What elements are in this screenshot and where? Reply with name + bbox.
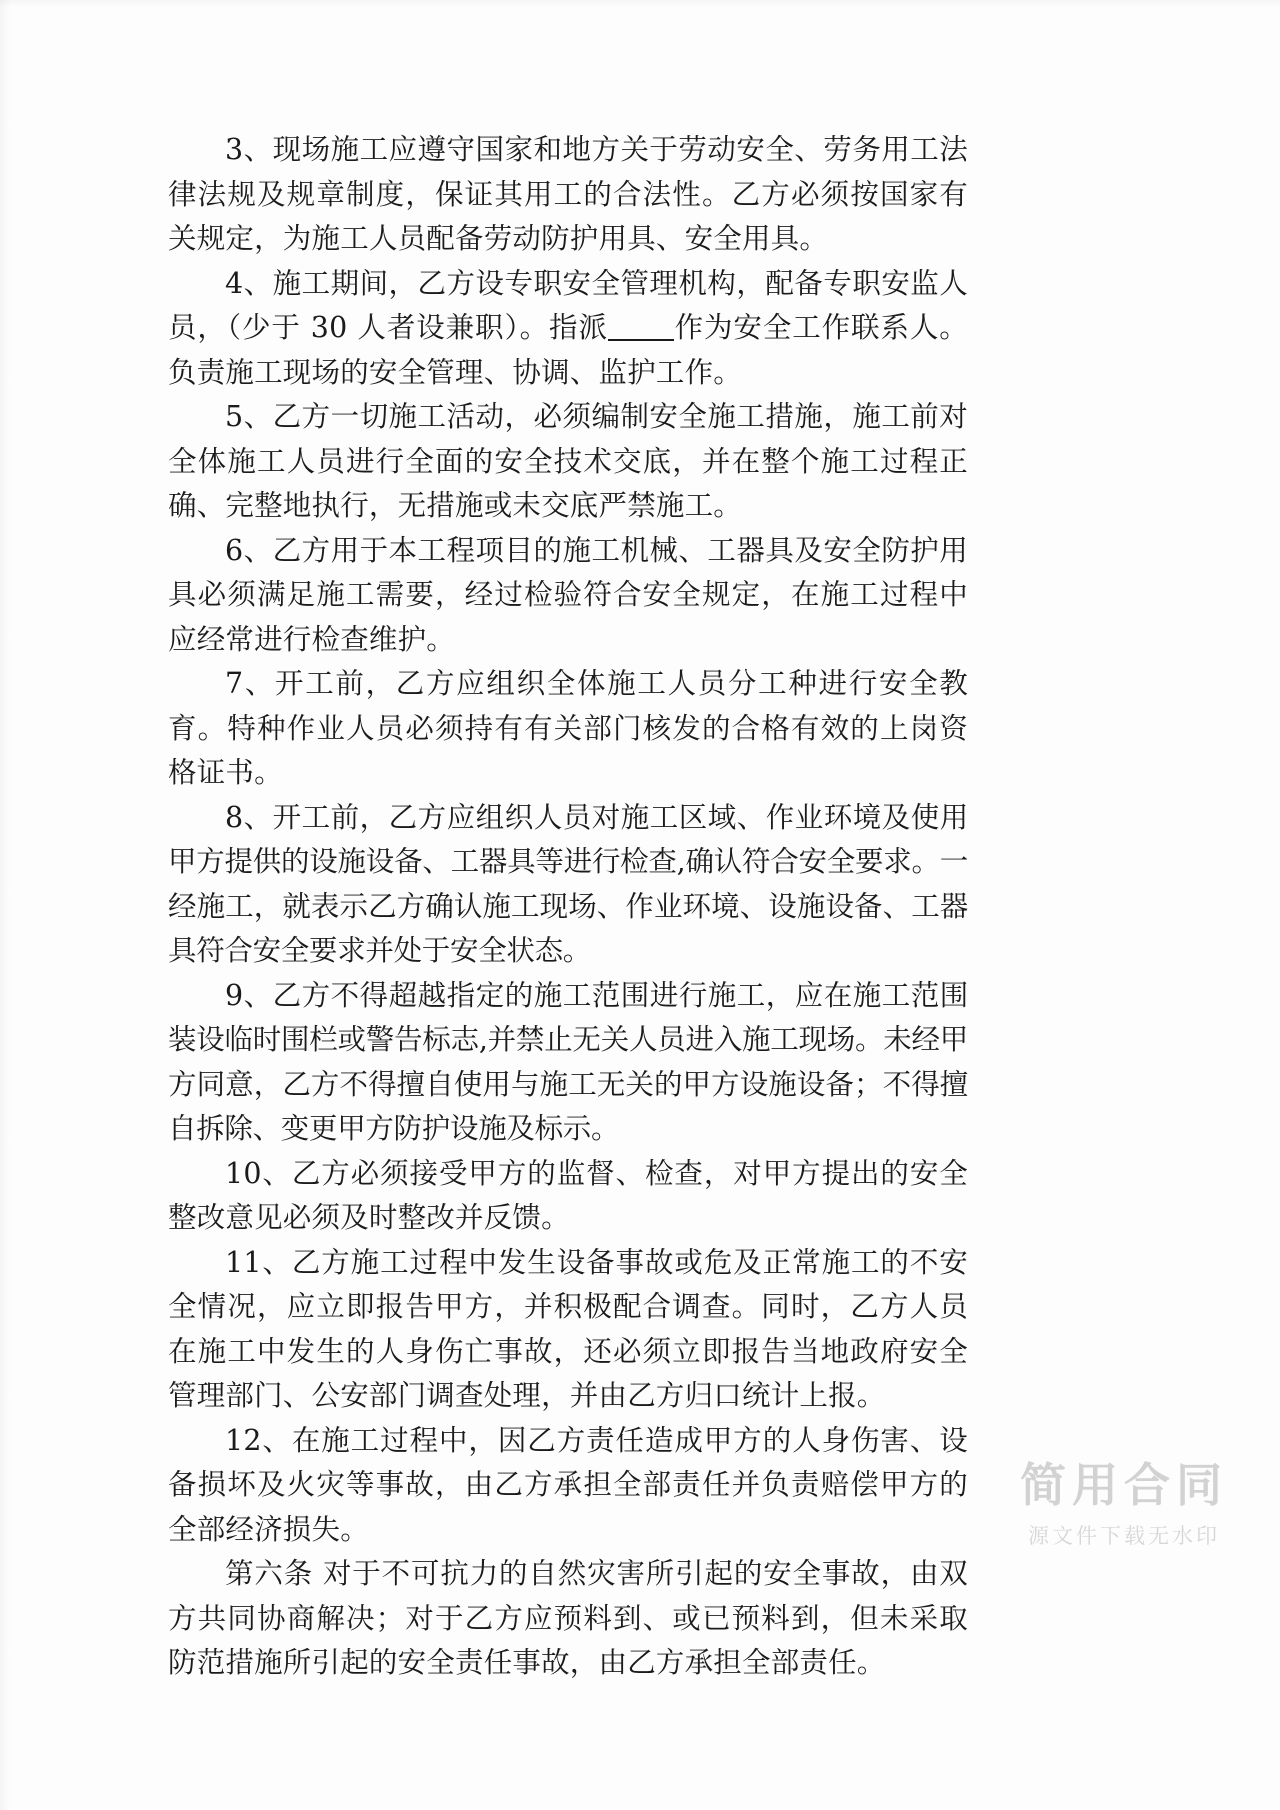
paragraph-clause-7: 7、开工前，乙方应组织全体施工人员分工种进行安全教育。特种作业人员必须持有有关部门核发的合格有效的上岗资格证书。 [168, 667, 968, 789]
document-body [168, 128, 968, 1686]
watermark-subtitle: 源文件下载无水印 [1028, 1524, 1220, 1548]
paragraph-clause-5: 5、乙方一切施工活动，必须编制安全施工措施，施工前对全体施工人员进行全面的安全技术交底，并在整个施工过程正确、完整地执行，无措施或未交底严禁施工。 [168, 400, 968, 522]
paragraph-article-6: 第六条 对于不可抗力的自然灾害所引起的安全事故，由双方共同协商解决；对于乙方应预料到、或已预料到，但未采取防范措施所引起的安全责任事故，由乙方承担全部责任。 [168, 1557, 968, 1679]
contact-person-blank-field[interactable] [608, 339, 674, 341]
watermark [1020, 1459, 1228, 1550]
paragraph-clause-10: 10、乙方必须接受甲方的监督、检查，对甲方提出的安全整改意见必须及时整改并反馈。 [168, 1156, 968, 1234]
clause-4-text-after-blank: 作为安全工作联系人。负责施工现场的安全管理、协调、监护工作。 [168, 311, 968, 389]
scan-edge-top [0, 0, 1280, 8]
scan-edge-left [0, 0, 10, 1810]
paragraph-clause-6: 6、乙方用于本工程项目的施工机械、工器具及安全防护用具必须满足施工需要，经过检验符合安全规定，在施工过程中应经常进行检查维护。 [168, 533, 968, 656]
paragraph-clause-11: 11、乙方施工过程中发生设备事故或危及正常施工的不安全情况，应立即报告甲方，并积极配合调查。同时，乙方人员在施工中发生的人身伤亡事故，还必须立即报告当地政府安全管理部门、公安部门调查处理，并由乙方归口统计上报。 [168, 1245, 968, 1412]
clause-4-text-before-blank: 4、施工期间，乙方设专职安全管理机构，配备专职安监人员，（少于 30 人者设兼职）。指派 [168, 266, 968, 344]
watermark-title: 简用合同 [1020, 1458, 1228, 1513]
paragraph-clause-8: 8、开工前，乙方应组织人员对施工区域、作业环境及使用甲方提供的设施设备、工器具等进行检查,确认符合安全要求。一经施工，就表示乙方确认施工现场、作业环境、设施设备、工器具符合安全要求并处于安全状态。 [168, 800, 968, 967]
paragraph-clause-3: 3、现场施工应遵守国家和地方关于劳动安全、劳务用工法律法规及规章制度，保证其用工的合法性。乙方必须按国家有关规定，为施工人员配备劳动防护用具、安全用具。 [168, 133, 968, 255]
paragraph-clause-4 [168, 262, 968, 396]
paragraph-clause-9: 9、乙方不得超越指定的施工范围进行施工，应在施工范围装设临时围栏或警告标志,并禁止无关人员进入施工现场。未经甲方同意，乙方不得擅自使用与施工无关的甲方设施设备；不得擅自拆除、变更甲方防护设施及标示。 [168, 978, 968, 1145]
paragraph-clause-12: 12、在施工过程中，因乙方责任造成甲方的人身伤害、设备损坏及火灾等事故，由乙方承担全部责任并负责赔偿甲方的全部经济损失。 [168, 1423, 968, 1546]
